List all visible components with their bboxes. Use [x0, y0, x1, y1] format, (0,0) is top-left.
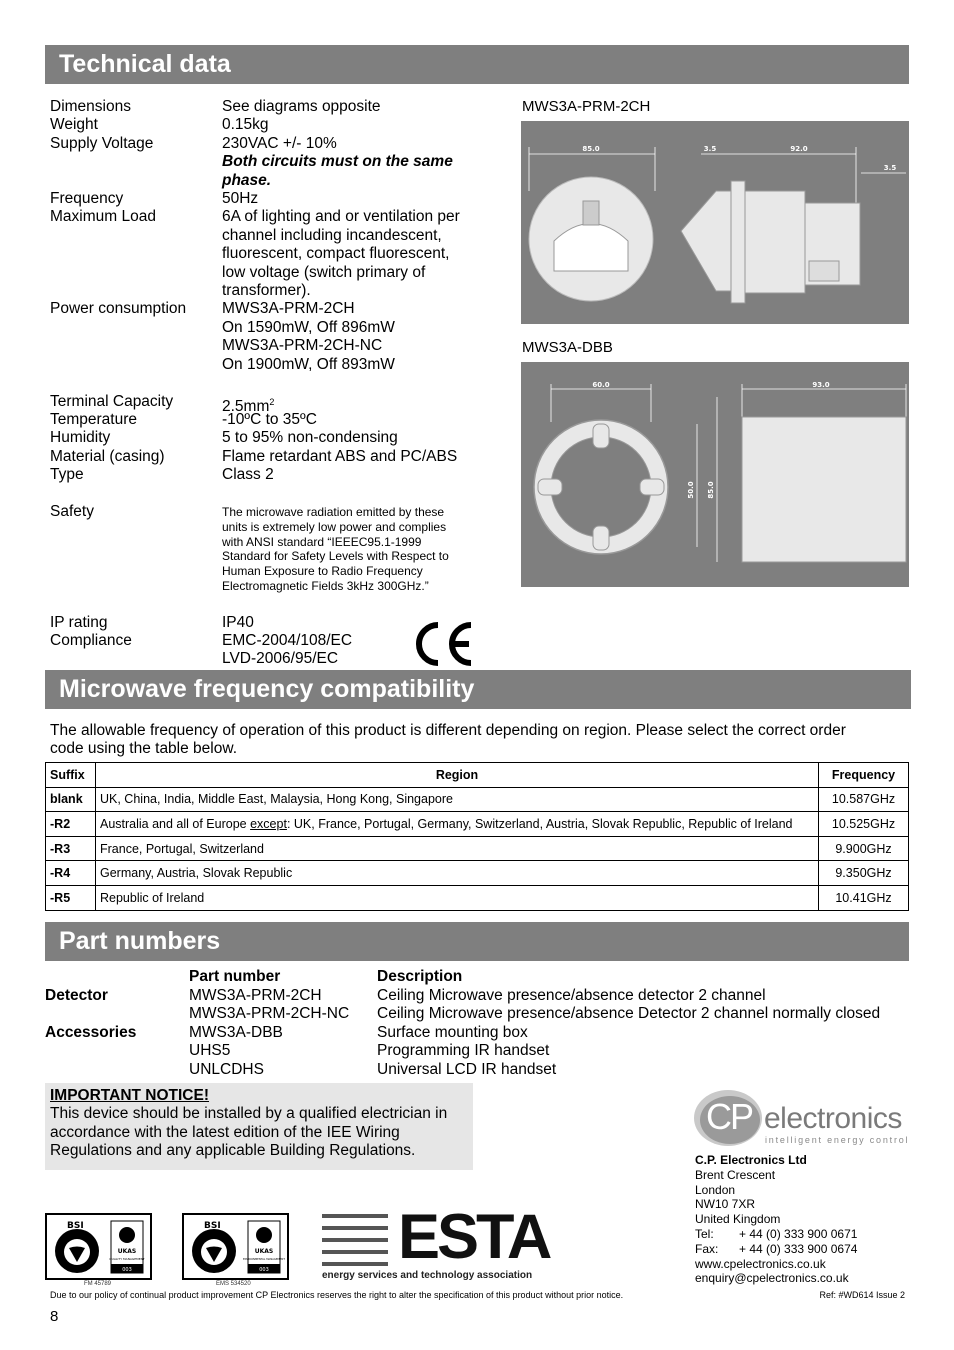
tech-label: Temperature [50, 410, 138, 428]
svg-text:003: 003 [122, 1267, 132, 1273]
tech-value: IP40 [222, 613, 254, 631]
company-address: C.P. Electronics Ltd Brent Crescent London NW10 7XR United Kingdom Tel: + 44 (0) 333 900 0671 Fax: + 44 (0) 333 900 0674 www.cpelectronics.co.uk enquiry@cpelectronics.co.uk [695, 1153, 858, 1286]
tech-value: -10ºC to 35ºC [222, 410, 317, 428]
svg-text:ENVIRONMENTAL MANAGEMENT: ENVIRONMENTAL MANAGEMENT [243, 1258, 285, 1261]
group-label-detector: Detector [45, 987, 108, 1004]
dim-label: 60.0 [592, 381, 610, 389]
microwave-intro: The allowable frequency of operation of this product is different depending on region. Please select the correct order code using the table below. [50, 722, 846, 758]
column-header: Part number [189, 968, 281, 985]
tech-value: MWS3A-PRM-2CH On 1590mW, Off 896mW MWS3A-PRM-2CH-NC On 1900mW, Off 893mW [222, 300, 395, 373]
svg-text:BSI: BSI [67, 1221, 84, 1231]
section-title-part-numbers: Part numbers [45, 922, 909, 961]
tech-label: Power consumption [50, 300, 187, 318]
tech-note: Both circuits must on the same [222, 153, 453, 171]
bsi-ukas-environmental-badge [182, 1213, 289, 1280]
tech-value: The microwave radiation emitted by these units is extremely low power and complies with ANSI standard “IEEEC95.1-1999 Standard for Safety Levels with Respect to Human Exposure to Radio Frequency Electromagnetic Fields 3kHz 300GHz.” [222, 505, 449, 593]
tech-label: Frequency [50, 190, 124, 207]
dim-label: 3.5 [703, 145, 717, 153]
ce-mark-icon [411, 621, 477, 667]
important-notice: IMPORTANT NOTICE! This device should be installed by a qualified electrician in accordance with the latest edition of the IEE Wiring Regulations and any applicable Building Regulations. [45, 1083, 473, 1170]
diagram-title: MWS3A-DBB [522, 339, 613, 356]
footer: Due to our policy of continual product improvement CP Electronics reserves the right to alter the specification of this product without prior notice. Ref: #WD614 Issue 2 [50, 1290, 905, 1300]
page-number: 8 [50, 1308, 59, 1325]
part-number-list: MWS3A-PRM-2CH MWS3A-PRM-2CH-NC MWS3A-DBB UHS5 UNLCDHS [189, 987, 350, 1078]
tech-value: 0.15kg [222, 116, 269, 134]
cert-caption: EMS 534520 [216, 1281, 251, 1287]
dim-label: 3.5 [883, 164, 897, 172]
svg-text:BSI: BSI [204, 1221, 221, 1231]
section-title-technical-data: Technical data [45, 45, 909, 84]
table-header-row [46, 763, 909, 788]
tech-label: Type [50, 466, 84, 484]
tech-label: Supply Voltage [50, 134, 154, 152]
dim-label: 93.0 [812, 381, 830, 389]
tech-label: Safety [50, 502, 94, 520]
bsi-ukas-quality-badge [45, 1213, 152, 1280]
column-header: Region [96, 763, 819, 788]
table-row: -R2 Australia and all of Europe except: UK, France, Portugal, Germany, Switzerland, Austria, Slovak Republic, Republic of Ireland 10.525GHz [46, 812, 909, 837]
tech-value: Flame retardant ABS and PC/ABS [222, 447, 458, 465]
column-header: Frequency [819, 763, 909, 788]
diagram-mws3a-dbb [521, 362, 909, 587]
column-header: Suffix [46, 763, 96, 788]
tech-label: Compliance [50, 631, 132, 649]
diagram-title: MWS3A-PRM-2CH [522, 98, 651, 115]
group-label-accessories: Accessories [45, 1024, 137, 1041]
table-row: -R4 Germany, Austria, Slovak Republic 9.350GHz [46, 861, 909, 886]
section-title-microwave: Microwave frequency compatibility [45, 670, 911, 709]
table-row: -R5 Republic of Ireland 10.41GHz [46, 885, 909, 910]
table-row: blank UK, China, India, Middle East, Malaysia, Hong Kong, Singapore 10.587GHz [46, 787, 909, 812]
tech-value: 50Hz [222, 190, 259, 207]
tech-label: IP rating [50, 613, 108, 631]
tech-value: 230VAC +/- 10% [222, 134, 337, 152]
part-description-list: Ceiling Microwave presence/absence detector 2 channel Ceiling Microwave presence/absence Detector 2 channel normally closed Surface mounting box Programming IR handset Universal LCD IR handset [377, 987, 881, 1078]
tech-value: EMC-2004/108/EC LVD-2006/95/EC [222, 631, 353, 668]
tech-data-list [50, 98, 520, 673]
svg-text:UKAS: UKAS [254, 1248, 274, 1255]
tech-value: Class 2 [222, 466, 274, 484]
tech-value: $2.5mm^2$ [222, 396, 275, 415]
tech-value: 6A of lighting and or ventilation per channel including incandescent, fluorescent, compact fluorescent, low voltage (switch primary of transformer). [222, 208, 460, 300]
tech-label: Terminal Capacity [50, 392, 174, 410]
cp-electronics-logo: CP electronics intelligent energy control [692, 1086, 912, 1150]
svg-text:QUALITY MANAGEMENT: QUALITY MANAGEMENT [109, 1257, 145, 1261]
tech-value: 5 to 95% non-condensing [222, 429, 398, 447]
table-row: -R3 France, Portugal, Switzerland 9.900GHz [46, 836, 909, 861]
diagram-mws3a-prm-2ch [521, 121, 909, 324]
column-header: Description [377, 968, 463, 985]
dim-label: 92.0 [790, 145, 808, 153]
dim-label: 85.0 [582, 145, 600, 153]
tech-label: Material (casing) [50, 447, 165, 465]
tech-value: See diagrams opposite [222, 98, 381, 115]
tech-label: Dimensions [50, 98, 131, 115]
dim-label: 85.0 [707, 481, 715, 499]
frequency-table [45, 762, 909, 911]
dim-label: 50.0 [687, 481, 695, 499]
esta-logo: ESTA energy services and technology association [322, 1202, 550, 1281]
tech-label: Maximum Load [50, 208, 156, 226]
tech-label: Humidity [50, 429, 111, 447]
svg-text:003: 003 [259, 1267, 269, 1273]
svg-text:UKAS: UKAS [117, 1248, 137, 1255]
tech-note: phase. [222, 171, 272, 189]
cert-caption: FM 45789 [84, 1281, 112, 1287]
tech-label: Weight [50, 116, 98, 134]
